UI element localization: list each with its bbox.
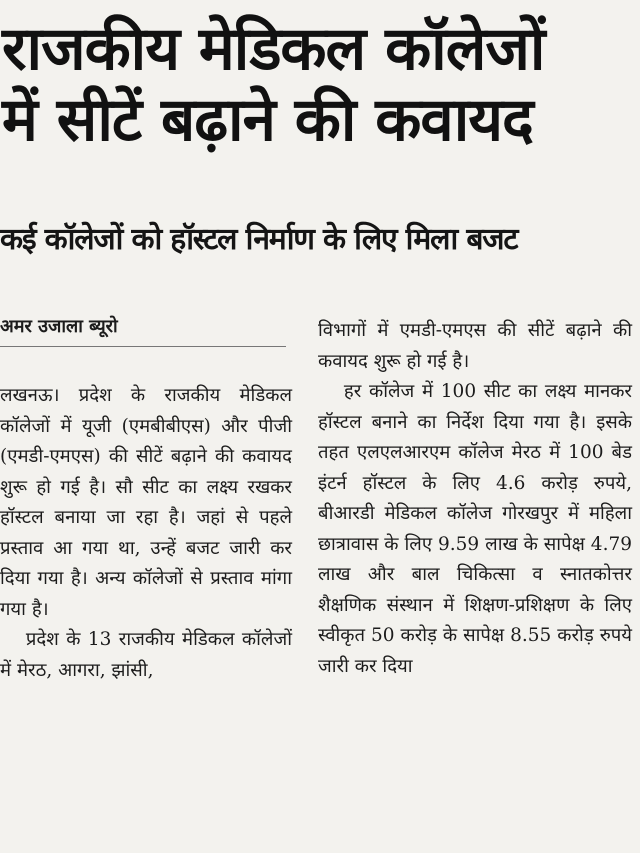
right-paragraph-1: विभागों में एमडी-एमएस की सीटें बढ़ाने की कवायद शुरू हो गई है। [318, 320, 632, 372]
headline-line-1: राजकीय मेडिकल कॉलेजों [2, 14, 545, 84]
left-paragraph-1: लखनऊ। प्रदेश के राजकीय मेडिकल कॉलेजों में यूजी (एमबीबीएस) और पीजी (एमडी-एमएस) की सीटें बढ़ाने की कवायद शुरू हो गई है। सौ सीट का लक्ष्य रखकर हॉस्टल बनाया जा रहा है। जहां से पहले प्रस्ताव आ गया था, उन्हें बजट जारी कर दिया गया है। अन्य कॉलेजों से प्रस्ताव मांगा गया है। [0, 385, 292, 620]
byline-divider [0, 346, 286, 347]
left-paragraph-2: प्रदेश के 13 राजकीय मेडिकल कॉलेजों में मेरठ, आगरा, झांसी, [0, 629, 292, 681]
headline-line-2: में सीटें बढ़ाने की कवायद [2, 84, 533, 155]
article-subheadline: कई कॉलेजों को हॉस्टल निर्माण के लिए मिला बजट [0, 222, 518, 257]
left-column [0, 316, 292, 686]
right-paragraph-2: हर कॉलेज में 100 सीट का लक्ष्य मानकर हॉस्टल बनाने का निर्देश दिया गया है। इसके तहत एलएलआरएम कॉलेज मेरठ में 100 बेड इंटर्न हॉस्टल के लिए 4.6 करोड़ रुपये, बीआरडी मेडिकल कॉलेज गोरखपुर में महिला छात्रावास के लिए 9.59 लाख के सापेक्ष 4.79 लाख और बाल चिकित्सा व स्नातकोत्तर शैक्षणिक संस्थान में शिक्षण-प्रशिक्षण के लिए स्वीकृत 50 करोड़ के सापेक्ष 8.55 करोड़ रुपये जारी कर दिया [318, 381, 632, 677]
article-headline [0, 14, 640, 156]
byline: अमर उजाला ब्यूरो [0, 316, 118, 337]
right-column [318, 316, 632, 682]
